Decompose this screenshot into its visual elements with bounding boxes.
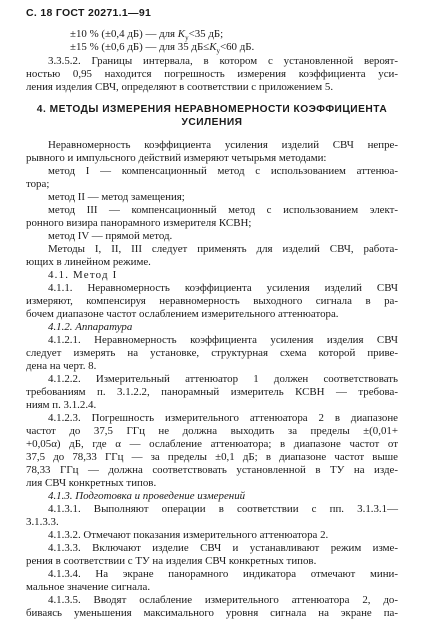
text-line: 4.1.2.2. Измерительный аттенюатор 1 должен соответствовать bbox=[48, 373, 398, 385]
text-line: метод IV — прямой метод. bbox=[48, 230, 173, 242]
text-line: 4.1.1. Неравномерность коэффициента усиления изделий СВЧ bbox=[48, 282, 398, 294]
subsection-title: 4.1.3. Подготовка и проведение измерений bbox=[48, 490, 246, 502]
page-header bbox=[26, 7, 151, 19]
text-line: дена на черт. 8. bbox=[26, 360, 97, 372]
text-line: следует измерять на установке, структурная схема которой приве- bbox=[26, 347, 398, 359]
text-line: измеряют, компенсируя неравномерность выходного сигнала в ра- bbox=[26, 295, 398, 307]
page-number: С. 18 bbox=[26, 7, 53, 19]
text-line: бочем диапазоне частот ослаблением измерительного аттенюатора. bbox=[26, 308, 339, 320]
text-line: 4.1.2.3. Погрешность измерительного аттенюатора 2 в диапазоне bbox=[48, 412, 398, 424]
section-heading-cont: УСИЛЕНИЯ bbox=[181, 117, 243, 128]
text-line: Методы I, II, III следует применять для изделий СВЧ, работа- bbox=[48, 243, 398, 255]
text-line: метод I — компенсационный метод с использованием аттенюа- bbox=[48, 165, 398, 177]
text-line: 3.1.3.3. bbox=[26, 516, 59, 528]
text-line: ностью 0,95 находится погрешность измерения коэффициента уси- bbox=[26, 68, 398, 80]
text-line: лия СВЧ конкретных типов. bbox=[26, 477, 157, 489]
text-line: рения в соответствии с ТУ на изделия СВЧ конкретных типов. bbox=[26, 555, 317, 567]
text-line: ниям п. 3.1.2.4. bbox=[26, 399, 97, 411]
text-line: рывного и импульсного действий измеряют четырьмя методами: bbox=[26, 152, 327, 164]
text-line: 4.1.3.2. Отмечают показания измерительного аттенюатора 2. bbox=[48, 529, 329, 541]
tolerance-line-2: ±15 % (±0,6 дБ) — для 35 $дБ\le K_у<60$ дБ. bbox=[70, 41, 255, 56]
text-line: +0,05α) дБ, где α — ослабление аттенюатора; в диапазоне частот от bbox=[26, 438, 398, 450]
text-line: требованиям п. 3.1.2.2, панорамный измеритель КСВН — требова- bbox=[26, 386, 398, 398]
text-line: метод II — метод замещения; bbox=[48, 191, 185, 203]
tolerance-line-1: ±10 % (±0,4 дБ) — для $K_у<35$ дБ; bbox=[70, 28, 224, 43]
text-line: 4.1.3.3. Включают изделие СВЧ и устанавливают режим изме- bbox=[48, 542, 398, 554]
text-line: 4.1.3.5. Вводят ослабление измерительного аттенюатора 2, до- bbox=[48, 594, 398, 606]
text-line: 37,5 до 78,33 ГГц — за пределы ±0,1 дБ; в диапазоне частот выше bbox=[26, 451, 398, 463]
text-line: 4.1.3.1. Выполняют операции в соответствии с пп. 3.1.3.1— bbox=[48, 503, 398, 515]
text-line: 3.3.5.2. Границы интервала, в котором с установленной вероят- bbox=[48, 55, 398, 67]
section-heading: 4. МЕТОДЫ ИЗМЕРЕНИЯ НЕРАВНОМЕРНОСТИ КОЭФФИЦИЕНТА bbox=[36, 104, 388, 115]
standard-code: ГОСТ 20271.1—91 bbox=[55, 7, 152, 19]
text-line: биваясь уменьшения максимального уровня сигнала на экране па- bbox=[26, 607, 398, 619]
subsection-title: 4.1. Метод I bbox=[48, 269, 118, 281]
text-line: частот до 37,5 ГГц не должна выходить за пределы ±(0,01+ bbox=[26, 425, 398, 437]
text-line: ющих в линейном режиме. bbox=[26, 256, 151, 268]
text-line: Неравномерность коэффициента усиления изделий СВЧ непре- bbox=[48, 139, 398, 151]
text-line: ронного визира панорамного измерителя КСВН; bbox=[26, 217, 252, 229]
text-line: 4.1.2.1. Неравномерность коэффициента усиления изделия СВЧ bbox=[48, 334, 398, 346]
text-line: ления изделия СВЧ, определяют в соответствии с приложением 5. bbox=[26, 81, 334, 93]
text-line: тора; bbox=[26, 178, 50, 190]
text-line: 78,33 ГГц — должна соответствовать установленной в ТУ на изде- bbox=[26, 464, 398, 476]
text-line: мальное значение сигнала. bbox=[26, 581, 151, 593]
text-line: 4.1.3.4. На экране панорамного индикатора отмечают мини- bbox=[48, 568, 398, 580]
subsection-title: 4.1.2. Аппаратура bbox=[48, 321, 133, 333]
text-line: метод III — компенсационный метод с использованием элект- bbox=[48, 204, 398, 216]
